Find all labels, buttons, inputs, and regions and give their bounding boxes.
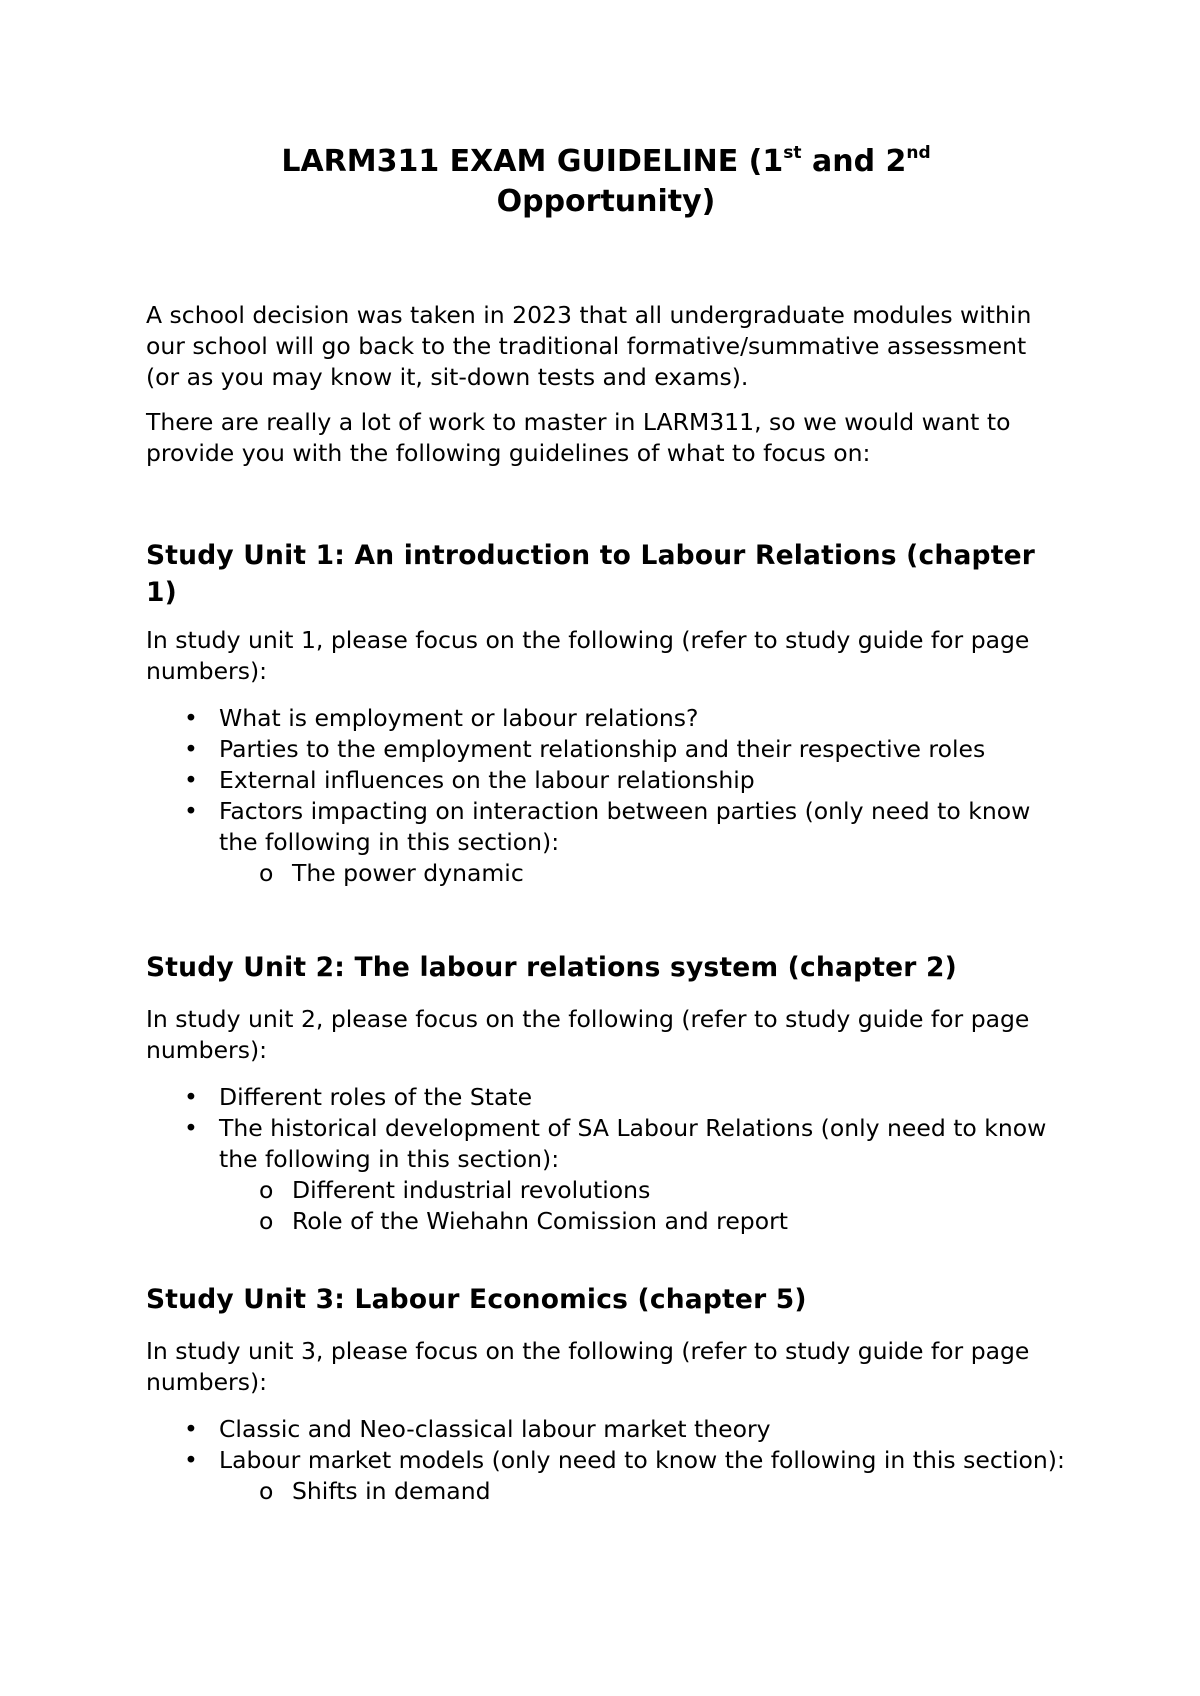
bullet-icon: • [184, 1114, 198, 1142]
intro-paragraph-2: There are really a lot of work to master in LARM311, so we would want to provide you with the following guidelines of what to focus on: [146, 408, 1011, 467]
study-unit-3-intro: In study unit 3, please focus on the following (refer to study guide for page numbers): [146, 1337, 1030, 1396]
study-unit-1-heading: Study Unit 1: An introduction to Labour Relations (chapter 1) [146, 540, 1036, 608]
circle-bullet-icon: o [259, 1176, 274, 1204]
list-item: • External influences on the labour relationship [184, 766, 755, 794]
bullet-icon: • [184, 1446, 198, 1474]
bullet-icon: • [184, 797, 198, 825]
sub-list-item: o Shifts in demand [259, 1477, 491, 1505]
study-unit-2-heading: Study Unit 2: The labour relations system (chapter 2) [146, 952, 957, 983]
study-unit-2-list [146, 1082, 1066, 1237]
study-unit-1-intro: In study unit 1, please focus on the following (refer to study guide for page numbers): [146, 626, 1030, 685]
bullet-icon: • [184, 766, 198, 794]
list-item: • The historical development of SA Labour Relations (only need to know the following in this section): o Different industrial revolutions o Role of the Wiehahn Comission and report [146, 1113, 1066, 1237]
study-unit-1-sublist [219, 858, 1066, 889]
intro-paragraph-1: A school decision was taken in 2023 that all undergraduate modules within our school will go back to the traditional formative/summative assessment (or as you may know it, sit-down tests and exams). [146, 301, 1032, 391]
list-item: • Different roles of the State [184, 1083, 533, 1111]
study-unit-3-sublist [219, 1476, 1066, 1507]
sub-list-item: o The power dynamic [259, 859, 524, 887]
sub-list-item: o Different industrial revolutions [259, 1176, 651, 1204]
title-superscript-nd: nd [906, 143, 931, 163]
circle-bullet-icon: o [259, 1477, 274, 1505]
list-item: • Classic and Neo-classical labour market theory [184, 1415, 771, 1443]
study-unit-1-list [146, 703, 1066, 889]
bullet-icon: • [184, 735, 198, 763]
study-unit-2-sublist [219, 1175, 1066, 1237]
bullet-icon: • [184, 1083, 198, 1111]
study-unit-3-list [146, 1414, 1066, 1507]
circle-bullet-icon: o [259, 1207, 274, 1235]
sub-list-item: o Role of the Wiehahn Comission and report [259, 1207, 788, 1235]
study-unit-3-heading: Study Unit 3: Labour Economics (chapter 5) [146, 1284, 807, 1315]
bullet-icon: • [184, 1415, 198, 1443]
list-item: • What is employment or labour relations? [184, 704, 699, 732]
circle-bullet-icon: o [259, 859, 274, 887]
title-superscript-st: st [783, 143, 802, 163]
bullet-icon: • [184, 704, 198, 732]
list-item: • Factors impacting on interaction between parties (only need to know the following in this section): o The power dynamic [146, 796, 1066, 889]
study-unit-2-intro: In study unit 2, please focus on the following (refer to study guide for page numbers): [146, 1005, 1030, 1064]
list-item: • Parties to the employment relationship and their respective roles [184, 735, 986, 763]
list-item: • Labour market models (only need to know the following in this section): o Shifts in demand [184, 1446, 1065, 1505]
page-title: LARM311 EXAM GUIDELINE (1st and 2nd Opportunity) [281, 143, 931, 219]
